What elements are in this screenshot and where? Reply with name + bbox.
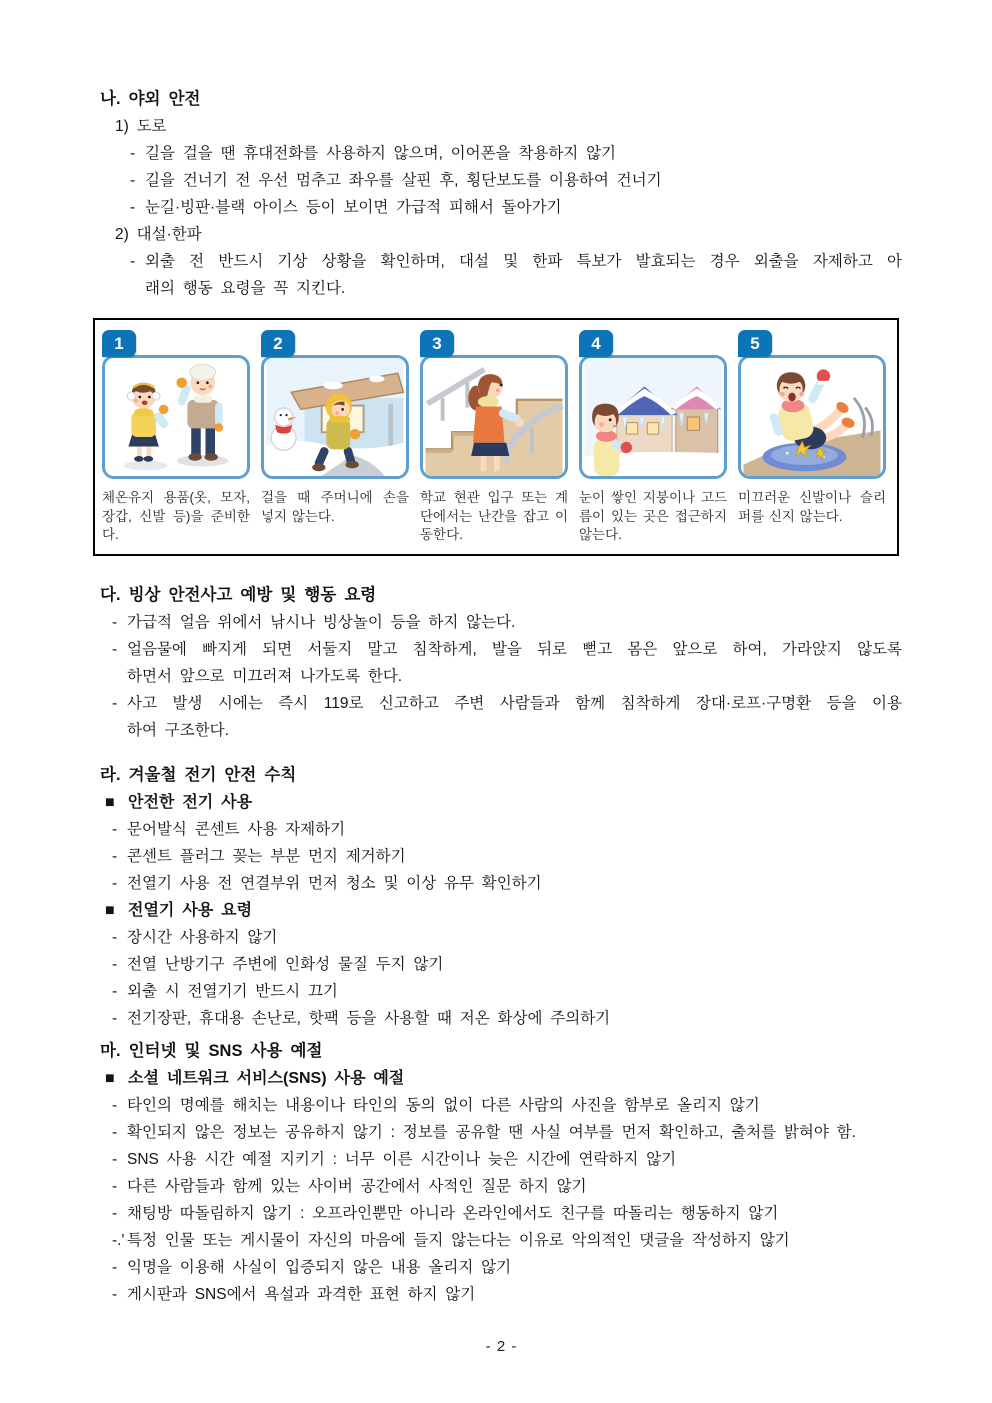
list-bullet: - [112, 1097, 118, 1114]
list-bullet: - [112, 1205, 118, 1222]
text-block [112, 690, 902, 744]
text-block [112, 924, 902, 951]
panel-number-badge: 5 [738, 330, 772, 357]
block-text [115, 113, 902, 140]
text-line: 얼음물에 빠지게 되면 서둘지 말고 침착하게, 발을 뒤로 뻗고 몸은 앞으로 하여, 가라앉지 않도록 [127, 641, 902, 658]
text-line: SNS 사용 시간 예절 지키기 : 너무 이른 시간이나 늦은 시간에 연락하지 않기 [127, 1151, 677, 1168]
text-line: 외출 시 전열기기 반드시 끄기 [127, 983, 338, 1000]
list-bullet: - [112, 695, 118, 712]
panel-number-badge: 4 [579, 330, 613, 357]
list-bullet: - [130, 172, 136, 189]
text-line: 길을 건너기 전 우선 멈추고 좌우를 살핀 후, 횡단보도를 이용하여 건너기 [145, 172, 662, 189]
walking-in-snow-illustration [264, 358, 406, 476]
text-line: 하면서 앞으로 미끄러져 나가도록 한다. [127, 668, 403, 685]
text-line: 눈길·빙판·블랙 아이스 등이 보이면 가급적 피해서 돌아가기 [145, 199, 562, 216]
text-line: 래의 행동 요령을 꼭 지킨다. [145, 280, 346, 297]
text-line: 익명을 이용해 사실이 입증되지 않은 내용 올리지 않기 [127, 1259, 512, 1276]
list-bullet: - [130, 199, 136, 216]
text-line: 채팅방 따돌림하지 않기 : 오프라인뿐만 아니라 온라인에서도 친구를 따돌리는 행동하지 않기 [127, 1205, 779, 1222]
page-content [100, 86, 902, 1355]
list-bullet: - [130, 253, 136, 270]
panel-number-badge: 3 [420, 330, 454, 357]
block-text [127, 1281, 902, 1308]
list-bullet: - [112, 614, 118, 631]
text-block [112, 1119, 902, 1146]
text-line: 장시간 사용하지 않기 [127, 929, 278, 946]
block-text [127, 951, 902, 978]
block-text [127, 636, 902, 690]
figure-panel-5 [738, 330, 886, 554]
block-text [128, 1065, 902, 1092]
text-line: 문어발식 콘센트 사용 자제하기 [127, 821, 346, 838]
text-block [112, 951, 902, 978]
list-bullet: - [112, 983, 118, 1000]
block-text [127, 1173, 902, 1200]
page-number: - 2 - [485, 1338, 517, 1355]
stair-handrail-illustration [423, 358, 565, 476]
list-bullet: - [112, 1178, 118, 1195]
list-bullet: ■ [105, 794, 115, 811]
panel-caption: 체온유지 용품(옷, 모자, 장갑, 신발 등)을 준비한다. [102, 490, 250, 542]
text-block [115, 113, 902, 140]
text-line: 안전한 전기 사용 [128, 794, 253, 811]
block-text [128, 897, 902, 924]
text-block [130, 140, 902, 167]
figure-panel-2 [261, 330, 409, 554]
text-block [112, 609, 902, 636]
section-title-electric: 라. 겨울철 전기 안전 수칙 [100, 766, 297, 784]
block-text [127, 690, 902, 744]
section-sns-etiquette [100, 1038, 902, 1308]
section-title-outdoor: 나. 야외 안전 [100, 90, 201, 108]
text-line: 게시판과 SNS에서 욕설과 과격한 표현 하지 않기 [127, 1286, 476, 1303]
section-title-ice: 다. 빙상 안전사고 예방 및 행동 요령 [100, 586, 377, 604]
block-text [127, 870, 902, 897]
list-bullet: - [112, 821, 118, 838]
text-block [130, 248, 902, 302]
text-line: 다른 사람들과 함께 있는 사이버 공간에서 사적인 질문 하지 않기 [127, 1178, 587, 1195]
block-text [127, 816, 902, 843]
text-block [105, 1065, 902, 1092]
list-bullet: - [112, 641, 118, 658]
list-bullet: - [112, 1151, 118, 1168]
text-block [105, 897, 902, 924]
text-block [112, 870, 902, 897]
panel-illustration-frame [738, 355, 886, 479]
panel-illustration-frame [102, 355, 250, 479]
text-line: 가급적 얼음 위에서 낚시나 빙상놀이 등을 하지 않는다. [127, 614, 516, 631]
outdoor-blocks [100, 113, 902, 302]
panel-illustration-frame [420, 355, 568, 479]
figure-panel-1 [102, 330, 250, 554]
block-text [145, 248, 902, 302]
text-line: 전열기 사용 요령 [128, 902, 253, 919]
text-line: 2) 대설·한파 [115, 226, 202, 243]
panel-caption: 눈이 쌓인 지붕이나 고드름이 있는 곳은 접근하지 않는다. [579, 490, 727, 542]
list-bullet: - [112, 1259, 118, 1276]
text-block [112, 1254, 902, 1281]
section-title-sns: 마. 인터넷 및 SNS 사용 예절 [100, 1042, 323, 1060]
list-bullet: - [112, 1010, 118, 1027]
text-block [130, 194, 902, 221]
panel-number-badge: 2 [261, 330, 295, 357]
block-text [127, 978, 902, 1005]
block-text [127, 609, 902, 636]
winter-safety-illustration-strip [93, 318, 899, 556]
text-block [112, 1005, 902, 1032]
block-text [115, 221, 902, 248]
block-text [127, 1254, 902, 1281]
text-block [112, 1200, 902, 1227]
block-text [127, 1146, 902, 1173]
text-block [112, 1173, 902, 1200]
block-text [127, 1005, 902, 1032]
text-line: 전열 난방기구 주변에 인화성 물질 두지 않기 [127, 956, 444, 973]
text-block [112, 1281, 902, 1308]
panel-caption: 걸을 때 주머니에 손을 넣지 않는다. [261, 490, 409, 524]
text-block [112, 1092, 902, 1119]
list-bullet: ■ [105, 1070, 115, 1087]
text-line: 사고 발생 시에는 즉시 119로 신고하고 주변 사람들과 함께 침착하게 장대·로프·구명환 등을 이용 [127, 695, 902, 712]
list-bullet: - [112, 1286, 118, 1303]
section-electric-safety [100, 762, 902, 1032]
text-block [112, 1227, 902, 1254]
block-text [145, 194, 902, 221]
snowy-roof-icicles-illustration [582, 358, 724, 476]
sns-blocks [100, 1065, 902, 1308]
text-line: 특정 인물 또는 게시물이 자신의 마음에 들지 않는다는 이유로 악의적인 댓글을 작성하지 않기 [127, 1232, 790, 1249]
text-line: 길을 걸을 땐 휴대전화를 사용하지 않으며, 이어폰을 착용하지 않기 [145, 145, 617, 162]
figure-panel-3 [420, 330, 568, 554]
text-line: 확인되지 않은 정보는 공유하지 않기 : 정보를 공유할 땐 사실 여부를 먼저 확인하고, 출처를 밝혀야 함. [127, 1124, 856, 1141]
panel-illustration-frame [579, 355, 727, 479]
block-text [127, 843, 902, 870]
text-block [105, 789, 902, 816]
block-text [127, 1092, 902, 1119]
list-bullet: -.' [112, 1232, 125, 1249]
list-bullet: - [112, 875, 118, 892]
text-block [112, 816, 902, 843]
text-line: 소셜 네트워크 서비스(SNS) 사용 예절 [128, 1070, 405, 1087]
text-block [112, 1146, 902, 1173]
text-line: 1) 도로 [115, 118, 167, 135]
block-text [128, 789, 902, 816]
list-bullet: ■ [105, 902, 115, 919]
text-block [112, 636, 902, 690]
list-bullet: - [112, 848, 118, 865]
list-bullet: - [130, 145, 136, 162]
block-text [127, 1200, 902, 1227]
list-bullet: - [112, 956, 118, 973]
electric-blocks [100, 789, 902, 1032]
text-block [130, 167, 902, 194]
section-outdoor-safety [100, 86, 902, 302]
text-line: 외출 전 반드시 기상 상황을 확인하며, 대설 및 한파 특보가 발효되는 경우 외출을 자제하고 아 [145, 253, 902, 270]
panel-caption: 미끄러운 신발이나 슬리퍼를 신지 않는다. [738, 490, 886, 524]
text-line: 콘센트 플러그 꽂는 부분 먼지 제거하기 [127, 848, 406, 865]
text-line: 전기장판, 휴대용 손난로, 핫팩 등을 사용할 때 저온 화상에 주의하기 [127, 1010, 611, 1027]
panel-caption: 학교 현관 입구 또는 계단에서는 난간을 잡고 이동한다. [420, 490, 568, 542]
panel-number-badge: 1 [102, 330, 136, 357]
list-bullet: - [112, 1124, 118, 1141]
block-text [127, 1119, 902, 1146]
panel-illustration-frame [261, 355, 409, 479]
warm-clothing-illustration [105, 358, 247, 476]
text-block [115, 221, 902, 248]
section-ice-safety [100, 582, 902, 744]
text-line: 전열기 사용 전 연결부위 먼저 청소 및 이상 유무 확인하기 [127, 875, 542, 892]
block-text [127, 924, 902, 951]
text-block [112, 843, 902, 870]
block-text [127, 1227, 902, 1254]
figure-panel-4 [579, 330, 727, 554]
text-line: 타인의 명예를 해치는 내용이나 타인의 동의 없이 다른 사람의 사진을 함부로 올리지 않기 [127, 1097, 760, 1114]
list-bullet: - [112, 929, 118, 946]
text-line: 하여 구조한다. [127, 722, 229, 739]
text-block [112, 978, 902, 1005]
slipping-on-ice-illustration [741, 358, 883, 476]
block-text [145, 167, 902, 194]
block-text [145, 140, 902, 167]
ice-blocks [100, 609, 902, 744]
